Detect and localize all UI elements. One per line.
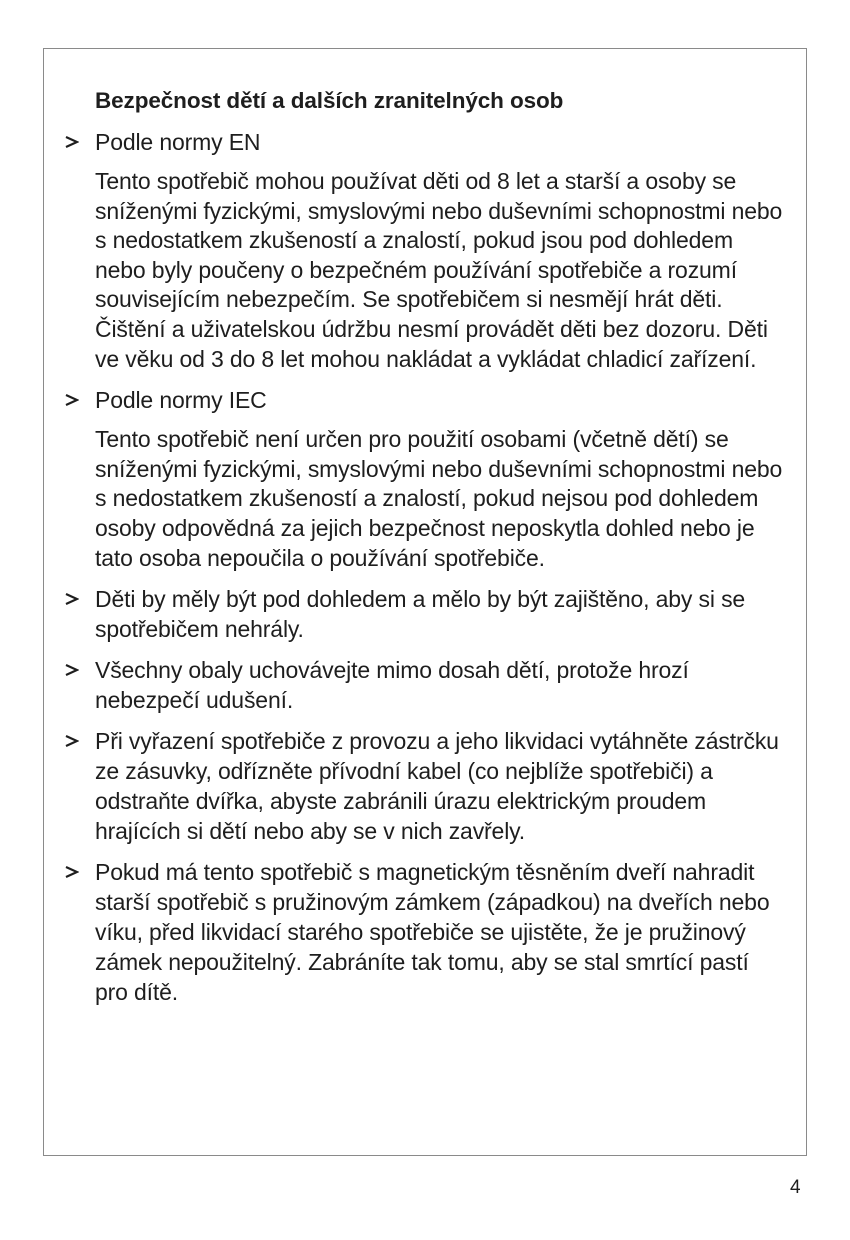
arrow-bullet-icon [65,726,81,756]
bullet-item-en-standard [95,127,785,157]
bullet-item-disposal [95,726,785,846]
arrow-bullet-icon [65,127,81,157]
bullet-item-iec-standard [95,385,785,415]
section-heading: Bezpečnost dětí a dalších zranitelných osob [95,88,564,113]
arrow-bullet-icon [65,385,81,415]
supervision-text: Děti by měly být pod dohledem a mělo by být zajištěno, aby si se spotřebičem nehrály. [95,586,746,643]
magnetic-seal-text: Pokud má tento spotřebič s magnetickým těsněním dveří nahradit starší spotřebič s pružinovým zámkem (západkou) na dveřích nebo víku, před likvidací starého spotřebiče se ujistěte, že je pružinový zámek nepoužitelný. Zabráníte tak tomu, aby se stal smrtící pastí pro dítě. [95,859,770,1006]
arrow-bullet-icon [65,857,81,887]
arrow-bullet-icon [65,584,81,614]
safety-section [95,86,785,1007]
en-standard-text: Tento spotřebič mohou používat děti od 8 let a starší a osoby se sníženými fyzickými, smyslovými nebo duševními schopnostmi nebo s nedostatkem zkušeností a znalostí, pokud jsou pod dohledem nebo byly poučeny o bezpečném používání spotřebiče a rozumí souvisejícím nebezpečím. Se spotřebičem si nesmějí hrát děti. Čištění a uživatelskou údržbu nesmí provádět děti bez dozoru. Děti ve věku od 3 do 8 let mohou nakládat a vykládat chladicí zařízení. [95,168,783,372]
bullet-item-magnetic-seal [95,857,785,1007]
page-number: 4 [790,1177,801,1198]
bullet-item-packaging [95,655,785,715]
en-standard-label: Podle normy EN [95,129,261,155]
packaging-text: Všechny obaly uchovávejte mimo dosah dětí, protože hrozí nebezpečí udušení. [95,657,689,714]
arrow-bullet-icon [65,655,81,685]
iec-standard-text: Tento spotřebič není určen pro použití osobami (včetně dětí) se sníženými fyzickými, smyslovými nebo duševními schopnostmi nebo s nedostatkem zkušeností a znalostí, pokud nejsou pod dohledem osoby odpovědná za jejich bezpečnost neposkytla dohled nebo je tato osoba nepoučila o používání spotřebiče. [95,426,783,571]
disposal-text: Při vyřazení spotřebiče z provozu a jeho likvidaci vytáhněte zástrčku ze zásuvky, odřízněte přívodní kabel (co nejblíže spotřebiči) a odstraňte dvířka, abyste zabránili úrazu elektrickým proudem hrajících si dětí nebo aby se v nich zavřely. [95,728,779,845]
bullet-item-supervision [95,584,785,644]
iec-standard-label: Podle normy IEC [95,387,267,414]
